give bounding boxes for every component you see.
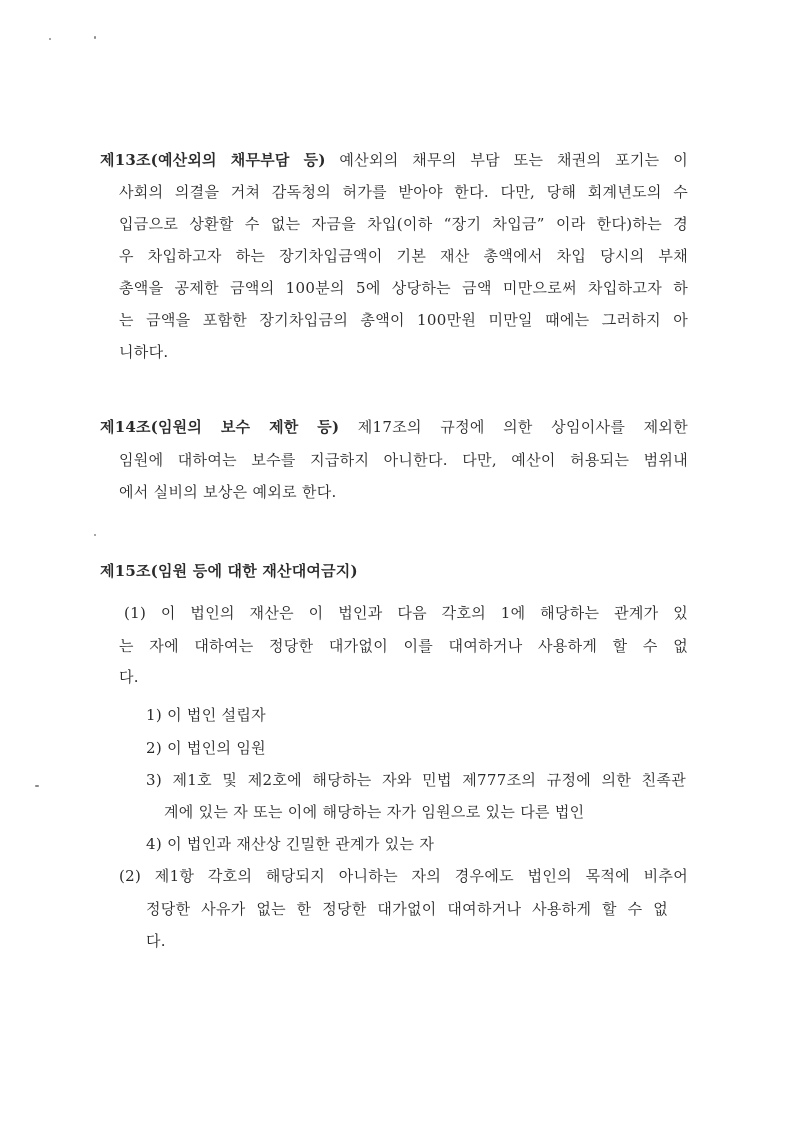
scan-speck bbox=[49, 38, 51, 40]
article-15-para2-line-3: 다. bbox=[146, 932, 166, 950]
article-13-line-4: 우 차입하고자 하는 장기차입금액이 기본 재산 총액에서 차입 당시의 부채 bbox=[119, 247, 688, 265]
article-15-item-1: 1) 이 법인 설립자 bbox=[146, 706, 266, 724]
article-15-item-3: 3) 제1호 및 제2호에 해당하는 자와 민법 제777조의 규정에 의한 친족관 bbox=[146, 771, 686, 789]
article-15-para1-line-3: 다. bbox=[119, 668, 139, 686]
article-13-line-3: 입금으로 상환할 수 없는 자금을 차입(이하 “장기 차입금” 이라 한다)하는 경 bbox=[119, 215, 688, 233]
article-13-line-2: 사회의 의결을 거쳐 감독청의 허가를 받아야 한다. 다만, 당해 회계년도의 수 bbox=[119, 183, 688, 201]
article-13-heading: 제13조(예산외의 채무부담 등) bbox=[100, 151, 326, 169]
article-13-text: 예산외의 채무의 부담 또는 채권의 포기는 이 bbox=[339, 151, 688, 169]
article-13-line-5: 총액을 공제한 금액의 100분의 5에 상당하는 금액 미만으로써 차입하고자 하 bbox=[119, 279, 688, 297]
scan-speck bbox=[94, 36, 96, 39]
article-13-line-6: 는 금액을 포함한 장기차입금의 총액이 100만원 미만일 때에는 그러하지 아 bbox=[119, 311, 688, 329]
article-15-item-2: 2) 이 법인의 임원 bbox=[146, 739, 266, 757]
article-15-item-3-cont: 계에 있는 자 또는 이에 해당하는 자가 임원으로 있는 다른 법인 bbox=[164, 803, 585, 821]
article-14-line-2: 임원에 대하여는 보수를 지급하지 아니한다. 다만, 예산이 허용되는 범위내 bbox=[119, 451, 688, 469]
scan-speck bbox=[94, 534, 96, 536]
article-15-para2-line-1: (2) 제1항 각호의 해당되지 아니하는 자의 경우에도 법인의 목적에 비추어 bbox=[119, 867, 688, 885]
article-15-para1-line-2: 는 자에 대하여는 정당한 대가없이 이를 대여하거나 사용하게 할 수 없 bbox=[119, 637, 688, 655]
article-15-para2-line-2: 정당한 사유가 없는 한 정당한 대가없이 대여하거나 사용하게 할 수 없 bbox=[146, 900, 668, 918]
article-14-line-1 bbox=[100, 417, 688, 437]
article-14-text: 제17조의 규정에 의한 상임이사를 제외한 bbox=[357, 418, 688, 436]
scan-speck bbox=[35, 785, 39, 787]
article-13-line-1 bbox=[100, 150, 688, 170]
article-15-para1-line-1: (1) 이 법인의 재산은 이 법인과 다음 각호의 1에 해당하는 관계가 있 bbox=[124, 604, 688, 622]
article-13-line-7: 니하다. bbox=[119, 343, 169, 361]
article-15-item-4: 4) 이 법인과 재산상 긴밀한 관계가 있는 자 bbox=[146, 835, 435, 853]
article-15-heading: 제15조(임원 등에 대한 재산대여금지) bbox=[100, 562, 358, 580]
article-14-heading: 제14조(임원의 보수 제한 등) bbox=[100, 418, 340, 436]
article-14-line-3: 에서 실비의 보상은 예외로 한다. bbox=[119, 483, 337, 501]
